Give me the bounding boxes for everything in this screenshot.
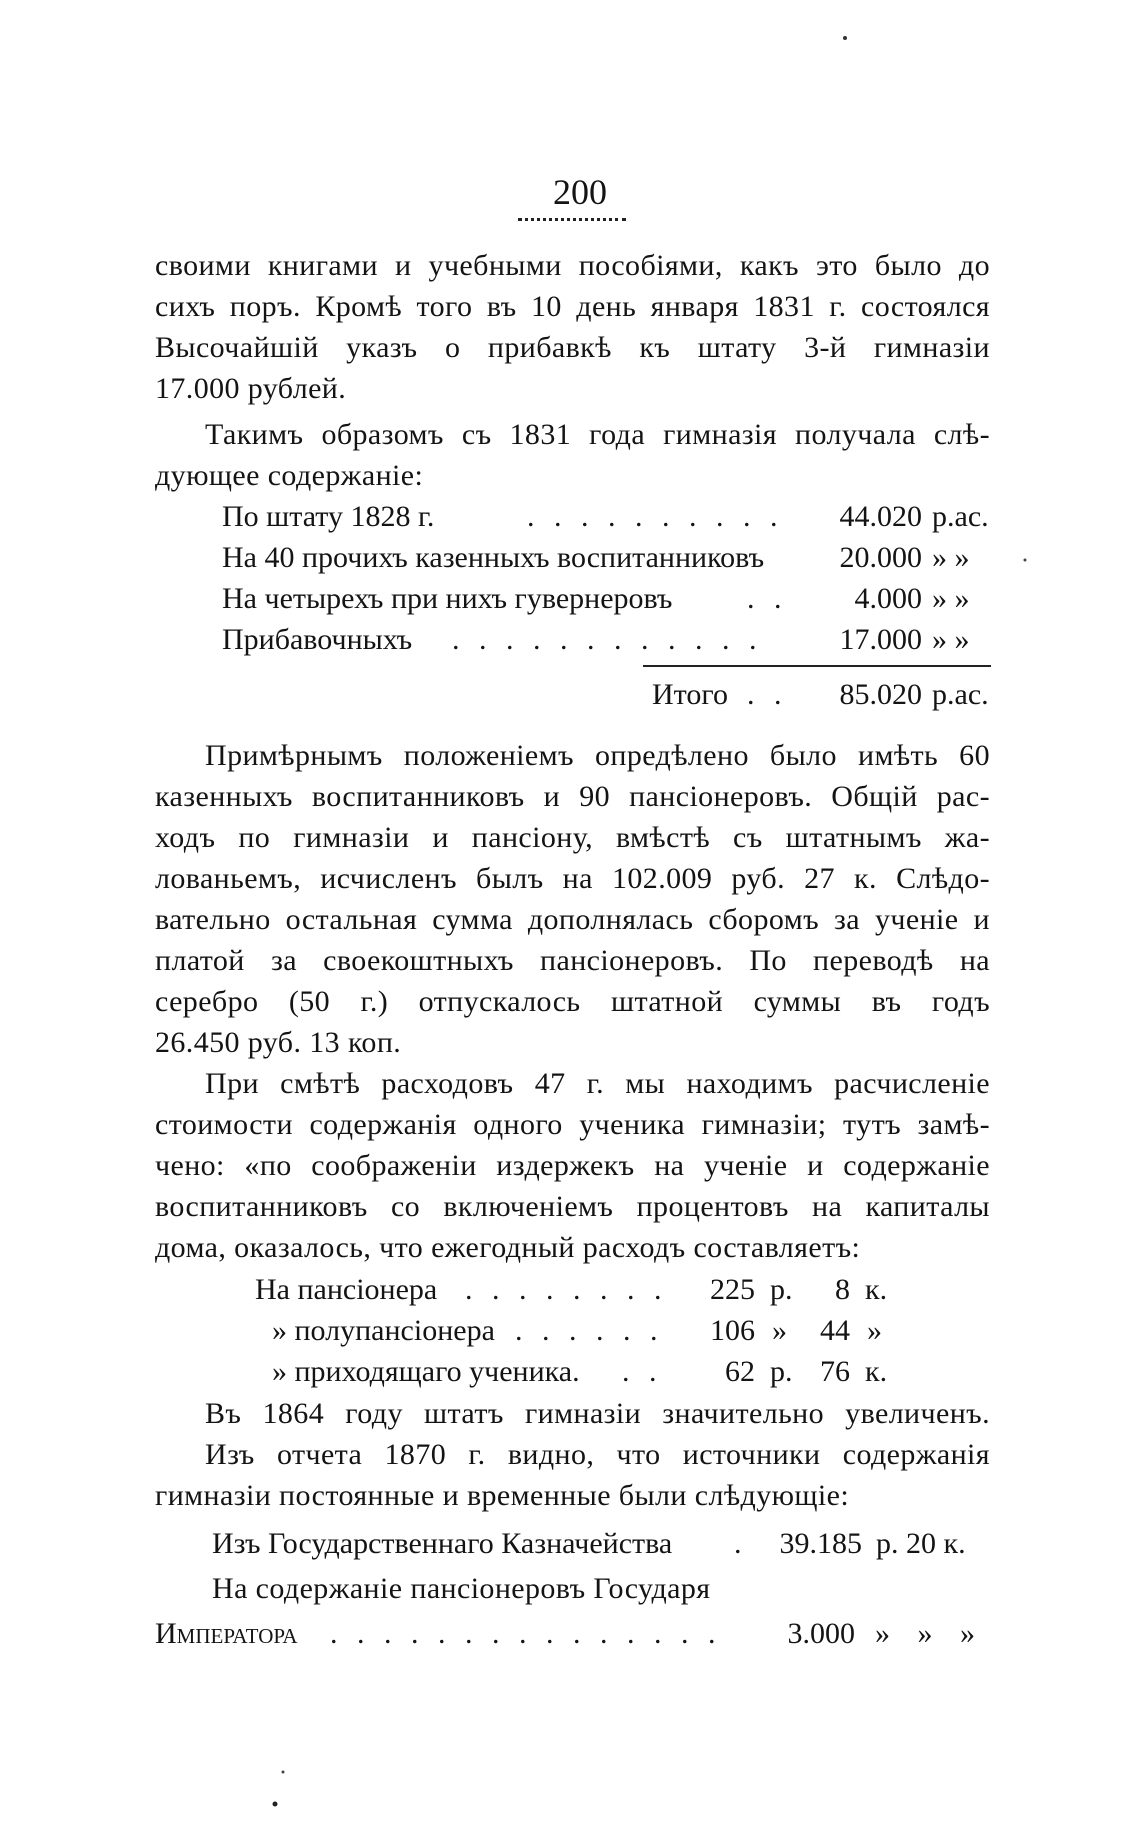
budget-unit: » » (932, 541, 970, 574)
budget-unit: » » (932, 623, 970, 656)
text-line: воспитанниковъ со включеніемъ процентовъ на капиталы (155, 1190, 990, 1223)
total-amount: 85.020 (839, 678, 922, 711)
cost-rub-unit: » (772, 1314, 787, 1347)
page-number: 200 (553, 172, 607, 212)
cost-label: » полупансіонера (272, 1314, 495, 1347)
budget-unit: » » (932, 582, 970, 615)
leader-dots: . . (622, 1355, 663, 1388)
cost-label: » приходящаго ученика. (272, 1355, 580, 1388)
budget-unit: р.ас. (932, 500, 989, 533)
source-amount: 39.185 (779, 1527, 862, 1560)
cost-kop: 44 (820, 1314, 850, 1347)
budget-amount: 44.020 (839, 500, 922, 533)
cost-rub-unit: р. (770, 1273, 793, 1306)
source-amount: 3.000 (787, 1617, 855, 1650)
leader-dots: . . . . . . . . . . . . . . . (330, 1617, 722, 1650)
text-line: 17.000 рублей. (155, 372, 347, 405)
text-line: Такимъ образомъ съ 1831 года гимназія получала слѣ- (205, 418, 990, 451)
text-line: чено: «по соображеніи издержекъ на ученіе и содержаніе (155, 1149, 990, 1182)
leader-dots: . . . . . . . . (465, 1273, 668, 1306)
source-unit: р. 20 к. (876, 1527, 966, 1560)
text-line: стоимости содержанія одного ученика гимназіи; тутъ замѣ- (155, 1108, 990, 1141)
budget-amount: 4.000 (854, 582, 922, 615)
cost-kop: 76 (820, 1355, 850, 1388)
text-line: серебро (50 г.) отпускалось штатной суммы въ годъ (155, 985, 990, 1018)
cost-kop-unit: к. (865, 1355, 888, 1388)
total-label: Итого (652, 678, 728, 711)
total-unit: р.ас. (932, 678, 989, 711)
text-line: платой за своекоштныхъ пансіонеровъ. По переводѣ на (155, 944, 990, 977)
text-line: гимназіи постоянные и временные были слѣдующіе: (155, 1479, 850, 1512)
budget-label: Прибавочныхъ (222, 623, 413, 656)
budget-label: По штату 1828 г. (222, 500, 435, 533)
text-line: При смѣтѣ расходовъ 47 г. мы находимъ расчисленіе (205, 1067, 990, 1100)
cost-rub: 225 (710, 1273, 755, 1306)
text-line: сихъ поръ. Кромѣ того въ 10 день января 1831 г. состоялся (155, 290, 990, 323)
text-line: казенныхъ воспитанниковъ и 90 пансіонеровъ. Общій рас- (155, 780, 990, 813)
leader-dots: . . . . . . . . . . (527, 500, 784, 533)
cost-kop: 8 (835, 1273, 850, 1306)
cost-kop-unit: » (867, 1314, 882, 1347)
text-line: 26.450 руб. 13 коп. (155, 1026, 402, 1059)
text-line: Примѣрнымъ положеніемъ опредѣлено было имѣть 60 (205, 739, 990, 772)
budget-amount: 20.000 (839, 541, 922, 574)
cost-kop-unit: к. (865, 1273, 888, 1306)
budget-amount: 17.000 (839, 623, 922, 656)
text-line: своими книгами и учебными пособіями, какъ это было до (155, 249, 990, 282)
source-label: Изъ Государственнаго Казначейства (212, 1527, 673, 1560)
source-unit: » » » (875, 1617, 985, 1650)
leader-dots: . . . . . . (515, 1314, 664, 1347)
leader-dots: . . (747, 678, 788, 711)
text-line: Въ 1864 году штатъ гимназіи значительно увеличенъ. (205, 1397, 990, 1430)
cost-rub: 106 (710, 1314, 755, 1347)
cost-rub-unit: р. (770, 1355, 793, 1388)
cost-label: На пансіонера (255, 1273, 438, 1306)
text-line: Высочайшій указъ о прибавкѣ къ штату 3-й гимназіи (155, 331, 990, 364)
budget-label: На 40 прочихъ казенныхъ воспитанниковъ (222, 541, 765, 574)
budget-label: На четырехъ при нихъ гувернеровъ (222, 582, 673, 615)
leader-dots: . . (747, 582, 788, 615)
text-line: ходъ по гимназіи и пансіону, вмѣстѣ съ штатнымъ жа- (155, 821, 990, 854)
text-line: На содержаніе пансіонеровъ Государя (212, 1572, 711, 1605)
cost-rub: 62 (725, 1355, 755, 1388)
text-line: лованьемъ, исчисленъ былъ на 102.009 руб. 27 к. Слѣдо- (155, 862, 990, 895)
leader-dots: . (734, 1527, 748, 1560)
text-line: Изъ отчета 1870 г. видно, что источники содержанія (205, 1438, 990, 1471)
text-line: дующее содержаніе: (155, 459, 424, 492)
text-line: дома, оказалось, что ежегодный расходъ составляетъ: (155, 1231, 861, 1264)
leader-dots: . . . . . . . . . . . . (452, 623, 763, 656)
source-label: Императора (155, 1617, 298, 1650)
text-line: вательно остальная сумма дополнялась сборомъ за ученіе и (155, 903, 990, 936)
